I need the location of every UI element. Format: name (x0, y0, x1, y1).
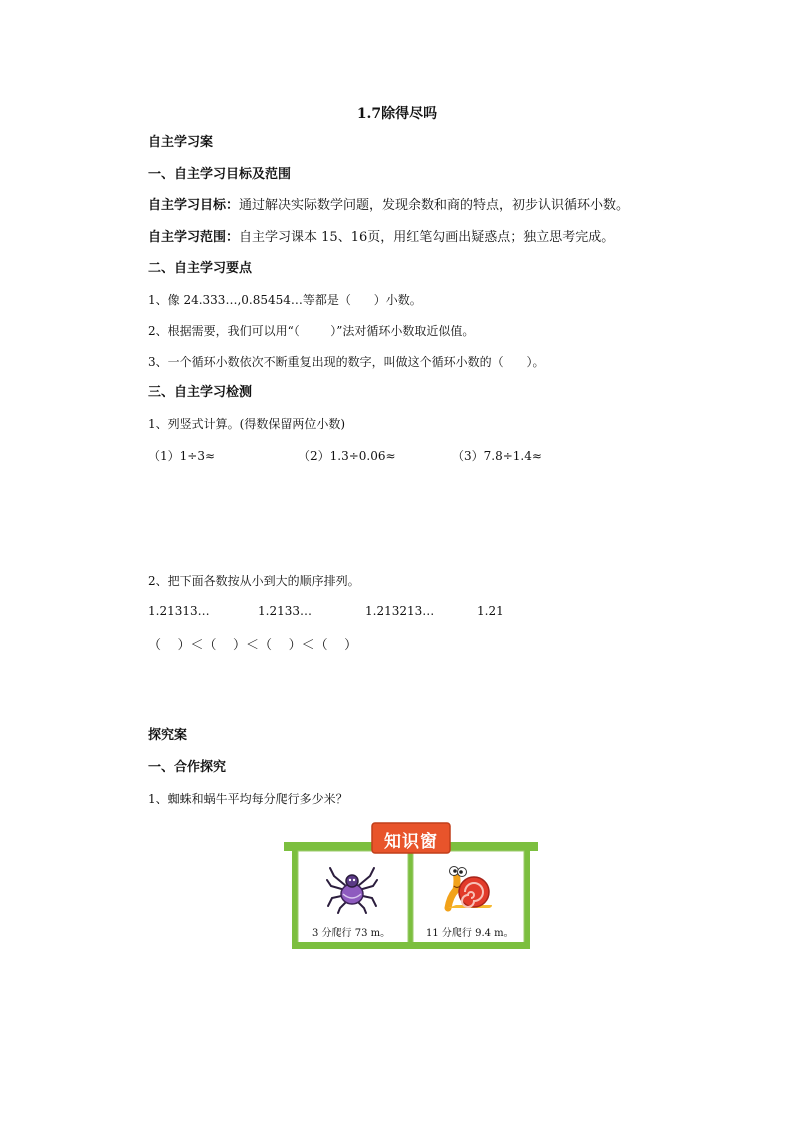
order-blanks: （ ）＜（ ）＜（ ）＜（ ） (148, 638, 358, 653)
key-point-1: 1、像 24.333…,0.85454…等都是（ ）小数。 (148, 293, 422, 307)
goal-label: 自主学习目标： (148, 198, 240, 213)
section-heading-self-study: 自主学习案 (148, 135, 214, 150)
part-heading-check: 三、自主学习检测 (148, 385, 253, 400)
number-item-2: 1.2133… (258, 604, 312, 618)
page-title: 1.7除得尽吗 (356, 106, 438, 122)
snail-caption: 11 分爬行 9.4 m。 (426, 928, 514, 939)
knowledge-window-figure (284, 822, 538, 952)
range-label: 自主学习范围： (148, 230, 240, 245)
number-item-1: 1.21313… (148, 604, 210, 618)
number-item-3: 1.213213… (365, 604, 435, 618)
calc-item-2: （2）1.3÷0.06≈ (298, 449, 396, 463)
key-point-3: 3、一个循环小数依次不断重复出现的数字，叫做这个循环小数的（ ）。 (148, 355, 545, 369)
number-item-4: 1.21 (477, 604, 504, 618)
goal-line (148, 197, 629, 215)
section-heading-explore: 探究案 (148, 728, 188, 743)
part-heading-goals: 一、自主学习目标及范围 (148, 167, 292, 182)
explore-question-1: 1、蜘蛛和蜗牛平均每分爬行多少米？ (148, 792, 348, 806)
calc-item-1: （1）1÷3≈ (148, 449, 216, 463)
spider-icon (326, 864, 378, 914)
key-point-2: 2、根据需要，我们可以用“（ ）”法对循环小数取近似值。 (148, 324, 475, 338)
range-line (148, 229, 614, 247)
goal-text: 通过解决实际数学问题，发现余数和商的特点，初步认识循环小数。 (239, 198, 630, 213)
range-text: 自主学习课本 15、16页，用红笔勾画出疑惑点；独立思考完成。 (239, 230, 615, 245)
spider-caption: 3 分爬行 73 m。 (312, 928, 391, 939)
snail-icon (444, 866, 496, 914)
check-question-2: 2、把下面各数按从小到大的顺序排列。 (148, 574, 360, 588)
part-heading-cooperate: 一、合作探究 (148, 760, 227, 775)
calc-item-3: （3）7.8÷1.4≈ (452, 449, 542, 463)
check-question-1: 1、列竖式计算。(得数保留两位小数) (148, 417, 345, 431)
knowledge-window-sign: 知识窗 (384, 832, 438, 852)
part-heading-key-points: 二、自主学习要点 (148, 261, 253, 276)
